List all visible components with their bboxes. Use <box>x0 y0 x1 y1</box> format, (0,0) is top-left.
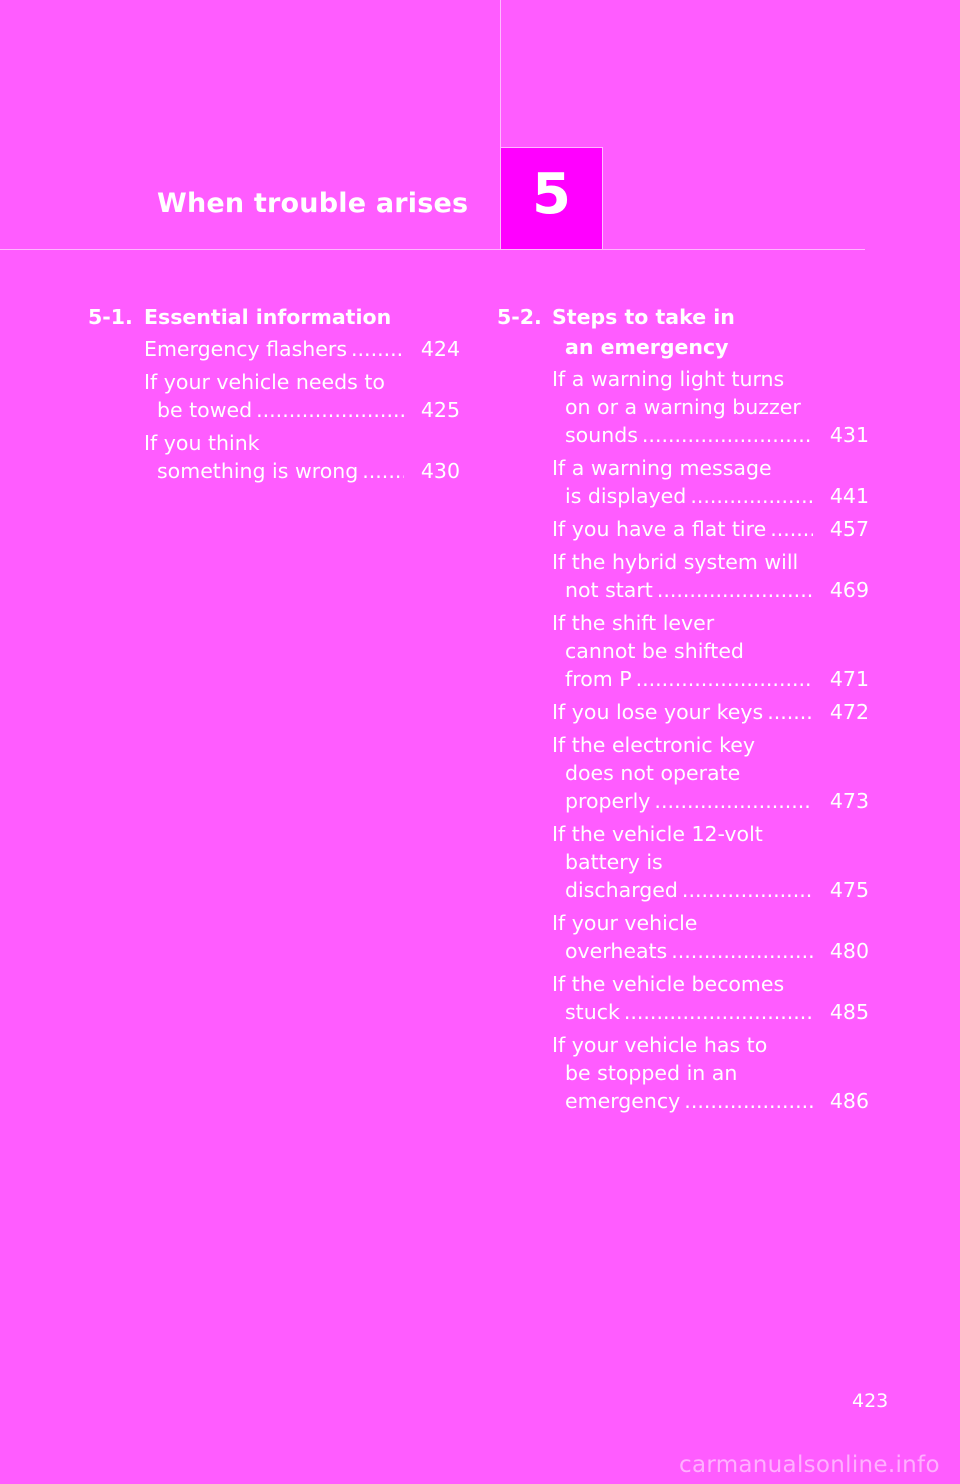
toc-entry-page: 431 <box>813 421 869 449</box>
section-5-1 <box>88 302 460 490</box>
header-horizontal-rule <box>0 249 865 250</box>
toc-entry-label: If the hybrid system will not start ..... <box>552 548 869 604</box>
toc-entry-page: 480 <box>813 937 869 965</box>
toc-entry[interactable] <box>552 365 869 449</box>
section-title: Steps to take in an emergency <box>552 305 735 359</box>
toc-entry-label: If your vehicle has to be stopped in an emergency ..... <box>552 1031 869 1115</box>
toc-entry[interactable] <box>552 731 869 815</box>
chapter-number-tab <box>500 147 603 249</box>
toc-entry[interactable] <box>144 429 460 485</box>
header-vertical-rule <box>500 0 501 148</box>
section-number: 5-1. <box>88 305 133 329</box>
toc-entry[interactable] <box>144 335 460 363</box>
toc-entry-label: If your vehicle needs to be towed ..... <box>144 368 460 424</box>
chapter-number: 5 <box>532 162 571 227</box>
toc-entry-label: If a warning light turns on or a warning buzzer sounds ..... <box>552 365 869 449</box>
toc-entry-list <box>88 335 460 485</box>
toc-entry[interactable] <box>552 820 869 904</box>
section-5-2 <box>497 302 869 1120</box>
toc-entry-page: 425 <box>404 396 460 424</box>
section-number: 5-2. <box>497 305 542 329</box>
toc-entry[interactable] <box>552 970 869 1026</box>
toc-entry[interactable] <box>552 609 869 693</box>
toc-entry[interactable] <box>552 548 869 604</box>
toc-entry[interactable] <box>552 909 869 965</box>
toc-entry-list <box>497 365 869 1115</box>
toc-entry-page: 472 <box>813 698 869 726</box>
toc-entry[interactable] <box>144 368 460 424</box>
toc-entry-page: 469 <box>813 576 869 604</box>
toc-entry-page: 430 <box>404 457 460 485</box>
chapter-title: When trouble arises <box>157 188 469 219</box>
toc-entry-page: 424 <box>404 335 460 363</box>
toc-entry-page: 441 <box>813 482 869 510</box>
toc-entry[interactable] <box>552 698 869 726</box>
watermark-text: carmanualsonline.info <box>679 1452 940 1478</box>
section-heading <box>497 302 869 362</box>
toc-entry-label: If the vehicle 12-volt battery is discharged ..... <box>552 820 869 904</box>
toc-entry-page: 486 <box>813 1087 869 1115</box>
toc-entry-label: If the vehicle becomes stuck ..... <box>552 970 869 1026</box>
toc-entry[interactable] <box>552 1031 869 1115</box>
toc-entry-label: If you think something is wrong ..... <box>144 429 460 485</box>
toc-entry-label: If the shift lever cannot be shifted from P ..... <box>552 609 869 693</box>
section-title: Essential information <box>144 305 392 329</box>
toc-entry-page: 485 <box>813 998 869 1026</box>
toc-entry-label: If you have a flat tire ..... <box>552 515 869 543</box>
toc-entry-page: 457 <box>813 515 869 543</box>
toc-entry-label: If you lose your keys ..... <box>552 698 869 726</box>
toc-entry-label: If a warning message is displayed ..... <box>552 454 869 510</box>
page-number: 423 <box>852 1390 889 1412</box>
toc-entry[interactable] <box>552 515 869 543</box>
toc-entry[interactable] <box>552 454 869 510</box>
section-heading <box>88 302 460 332</box>
toc-entry-label: Emergency flashers ..... <box>144 335 460 363</box>
toc-entry-label: If your vehicle overheats ..... <box>552 909 869 965</box>
toc-entry-page: 475 <box>813 876 869 904</box>
toc-entry-label: If the electronic key does not operate properly ..... <box>552 731 869 815</box>
toc-entry-page: 471 <box>813 665 869 693</box>
toc-entry-page: 473 <box>813 787 869 815</box>
